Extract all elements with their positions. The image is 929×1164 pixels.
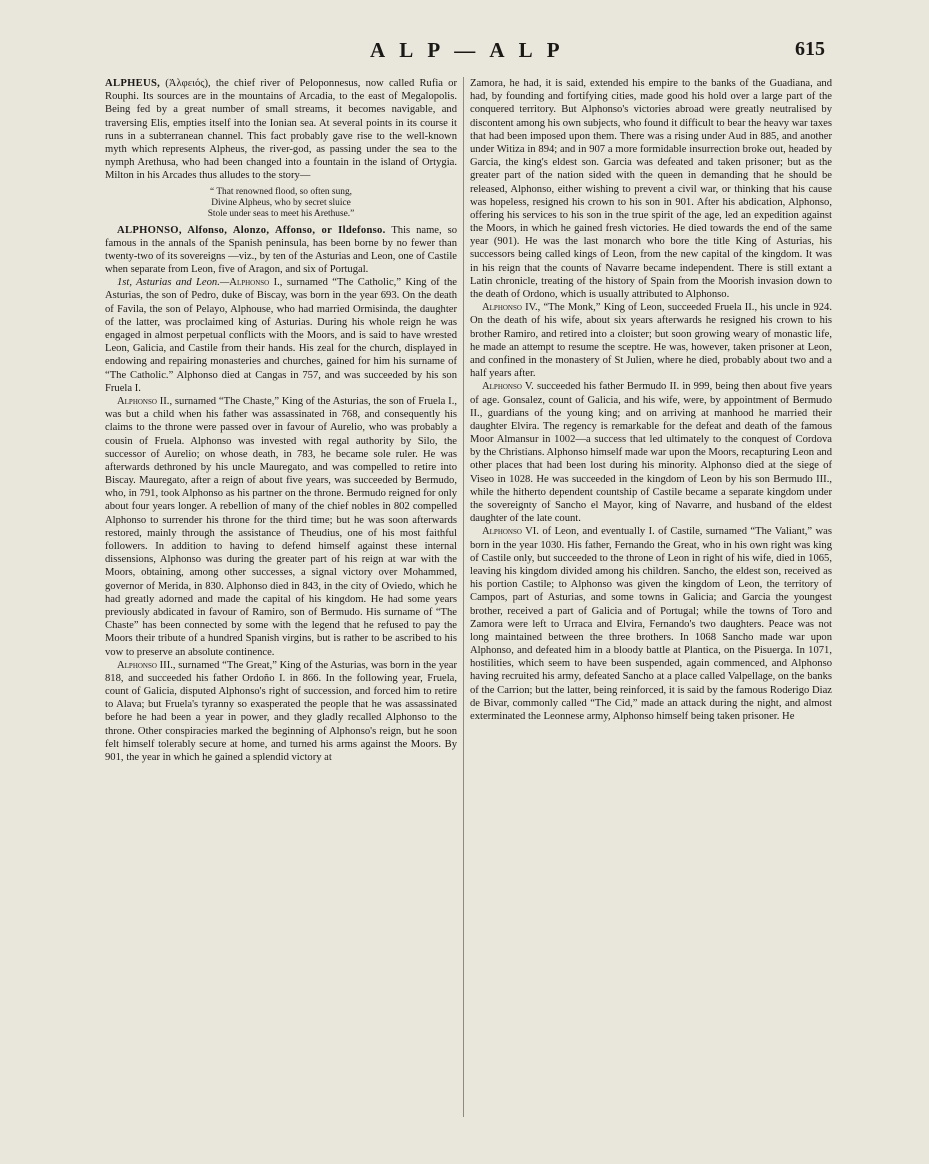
headword-alphonso-2: Alphonso II.,: [117, 395, 173, 407]
column-divider: [463, 77, 464, 1117]
left-column: [105, 77, 457, 1152]
entry-alphonso-6: [470, 525, 832, 723]
page-number: 615: [795, 38, 825, 60]
headword-alpheus: ALPHEUS,: [105, 78, 161, 89]
entry-alphonso-3-text: surnamed “The Great,” King of the Asturias, was born in the year 818, and succeeded his father Ordoño I. in 866. In the following year, Fruela, count of Galicia, disputed Alphonso's right of succession, and forced him to retire to Alava; but Fruela's tyranny so exasperated the people that he was assassinated before he had been a year in power, and they gladly recalled Alphonso to the throne. Other conspiracies marked the beginning of Alphonso's reign, but he soon felt himself tolerably secure at home, and turned his arms against the Moors. By 901, the year in which he gained a splendid victory at: [105, 659, 457, 763]
headword-alphonso-4: Alphonso IV.,: [482, 302, 541, 314]
headword-alphonso-1: Alphonso I.,: [229, 277, 283, 289]
section-subhead: 1st, Asturias and Leon.—: [117, 277, 230, 289]
quote-line: “ That renowned flood, so often sung,: [210, 186, 352, 197]
entry-alphonso-2: [105, 395, 457, 659]
entry-alphonso-text: This name, so famous in the annals of the Spanish peninsula, has been borne by no fewer than twenty-two of its sovereigns —viz., by ten of the Asturias and Leon, one of Castile when separate from Leon, five of Aragon, and six of Portugal.: [105, 224, 457, 276]
entry-alphonso-2-text: surnamed “The Chaste,” King of the Asturias, the son of Fruela I., was but a child when his father was assassinated in 768, and consequently his claims to the throne were passed over in favour of Aurelio, who was probably a cousin of Fruela. Alphonso was invested with regal authority by Silo, the successor of Aurelio; on whose death, in 783, he became sole ruler. He was afterwards dethroned by his uncle Mauregato, and was compelled to retire into Biscay. Mauregato, after a reign of about five years, was succeeded by Bermudo, who, in 791, took Alphonso as his partner on the throne. Bermudo reigned for only about four years longer. A rebellion of many of the chief nobles in 802 compelled Alphonso to surrender his throne for the third time; but he was soon afterwards restored, mainly through the assistance of Theudius, one of his most faithful followers. In addition to having to defend himself against these internal dissensions, Alphonso was during the greater part of his reign at war with the Moors, obtaining, among other successes, a signal victory over Mohammed, governor of Merida, in 830. Alphonso died in 843, in the city of Oviedo, which he had greatly adorned and made the capital of his kingdom. He had some years previously abdicated in favour of Ramiro, son of Bermudo. His surname of “The Chaste” has been connected by some with the legend that he refused to pay the Moors their tribute of a hundred Spanish virgins, but is rather to be ascribed to his vow to preserve an absolute continence.: [105, 395, 457, 658]
entry-alphonso: [105, 224, 457, 277]
entry-continuation-text: Zamora, he had, it is said, extended his empire to the banks of the Guadiana, and had, by founding and fortifying cities, made good his hold over a large part of the conquered territory. But Alphonso's victories abroad were greatly neutralised by discontent among his own subjects, who found it difficult to bear the heavy war taxes that had been imposed upon them. There was a rising under Aud in 885, and another under Witiza in 894; and in 907 a more formidable insurrection broke out, headed by Garcia, the king's eldest son. Garcia was defeated and taken prisoner; but as the greater part of the nation sided with the queen in demanding that he should be released, Alphonso, either wishing to prevent a civil war, or thinking that his cause was hopeless, resigned his crown to his son in 901. After his abdication, Alphonso, offering his services to his son in the true spirit of the age, led an expedition against the Moors, in which he gained fresh victories. He died towards the end of the same year (901). He was the last monarch who bore the title King of Asturias, his successors being called kings of Leon, from the new capital of the kingdom. It was in his reign that the counts of Navarre became independent. There is still extant a Latin chronicle, treating of the history of Spain from the Moorish invasion down to the death of Ordono, which is usually attributed to Alphonso.: [470, 78, 832, 300]
headword-alphonso-6: Alphonso VI.: [482, 526, 539, 538]
entry-alphonso-5: [470, 380, 832, 525]
entry-alphonso-1: [105, 276, 457, 395]
entry-alphonso-3-continued: [470, 77, 832, 301]
entry-alphonso-5-text: succeeded his father Bermudo II. in 999, being then about five years of age. Gonsalez, count of Galicia, and his wife, were, by appointment of Bermudo II., guardians of the young king; and on arriving at manhood he married their daughter Elvira. The regency is remarkable for the defeat and death of the famous Moor Almansur in 1002—a success that led ultimately to the conquest of Cordova by the Christians. Alphonso himself made war upon the Moors, recapturing Leon and other places that had been lost during his minority. Alphonso died at the siege of Viseo in 1028. He was succeeded in the kingdom of Leon by his son Bermudo III., while the hitherto dependent countship of Castile became a separate kingdom under the sovereignty of Sancho el Mayor, king of Navarre, and husband of the eldest daughter of the late count.: [470, 381, 832, 525]
entry-alphonso-4-text: “The Monk,” King of Leon, succeeded Fruela II., his uncle in 924. On the death of his wife, about six years afterwards he resigned his crown to his brother Ramiro, and retired into a cloister; but soon growing weary of monastic life, he made an attempt to resume the sceptre. He was, however, taken prisoner at Leon, and confined in the monastery of St Julien, where he died, probably about two and a half years after.: [470, 302, 832, 380]
entry-alphonso-4: [470, 301, 832, 380]
quote-line: Stole under seas to meet his Arethuse.”: [207, 208, 355, 219]
entry-alpheus: [105, 77, 457, 183]
running-head: [0, 38, 929, 68]
running-title: A L P — A L P: [370, 38, 565, 62]
headword-alphonso-5: Alphonso V.: [482, 381, 534, 393]
milton-quote: [105, 187, 457, 220]
headword-alphonso-3: Alphonso III.,: [117, 659, 176, 671]
quote-line: Divine Alpheus, who by secret sluice: [211, 197, 351, 208]
headword-alphonso: ALPHONSO, Alfonso, Alonzo, Affonso, or Ildefonso.: [117, 224, 386, 236]
entry-alpheus-text: (Ἀλφειός), the chief river of Peloponnesus, now called Rufia or Rouphi. Its sources are in the mountains of Arcadia, to the east of Megalopolis. Being fed by a great number of small streams, it becomes navigable, and traversing Elis, empties itself into the Ionian sea. At several points in its course it runs in a subterranean channel. This fact probably gave rise to the well-known myth which represents Alpheus, the river-god, as passing under the sea to the nymph Arethusa, who had been changed into a fountain in the island of Ortygia. Milton in his Arcades thus alludes to the story—: [105, 78, 457, 182]
right-column: [470, 77, 832, 1117]
entry-alphonso-3: [105, 659, 457, 765]
entry-alphonso-1-text: surnamed “The Catholic,” King of the Asturias, the son of Pedro, duke of Biscay, was born in the year 693. On the death of Favila, the son of Pelayo, Alphouse, who had married Ormisinda, the daughter of the latter, was proclaimed king of Asturias. During his whole reign he was engaged in almost perpetual conflicts with the Moors, and is said to have wrested Leon, Galicia, and Castile from their hands. His zeal for the church, displayed in endowing and repairing monasteries and churches, gained for him his surname of “The Catholic.” Alphonso died at Cangas in 757, and was succeeded by his son Fruela I.: [105, 277, 457, 394]
entry-alphonso-6-text: of Leon, and eventually I. of Castile, surnamed “The Valiant,” was born in the year 1030. His father, Fernando the Great, who in his own right was king of Castile only, but succeeded to the throne of Leon in right of his wife, died in 1065, leaving his kingdom divided among his children. Sancho, the eldest son, received as his portion Castile; to Alphonso was given the kingdom of Leon, the territory of Campos, part of Asturias, and some towns in Galicia; and Garcia the youngest brother, received a part of Galicia and of Portugal; while the towns of Toro and Zamora were left to Urraca and Elvira, Fernando's two daughters. Peace was not long maintained between the three brothers. In 1068 Sancho made war upon Alphonso, and defeated him in a bloody battle at Plantica, on the Pisuerga. In 1071, hostilities, which seem to have been suspended, again commenced, and Alphonso having recruited his army, defeated Sancho at a place called Valpellage, on the banks of the Carrion; but the latter, being reinforced, it is said by the famous Roderigo Diaz de Bivar, commonly called “The Cid,” made an attack during the night, and almost exterminated the Leonnese army, Alphonso himself being taken prisoner. He: [470, 526, 832, 722]
